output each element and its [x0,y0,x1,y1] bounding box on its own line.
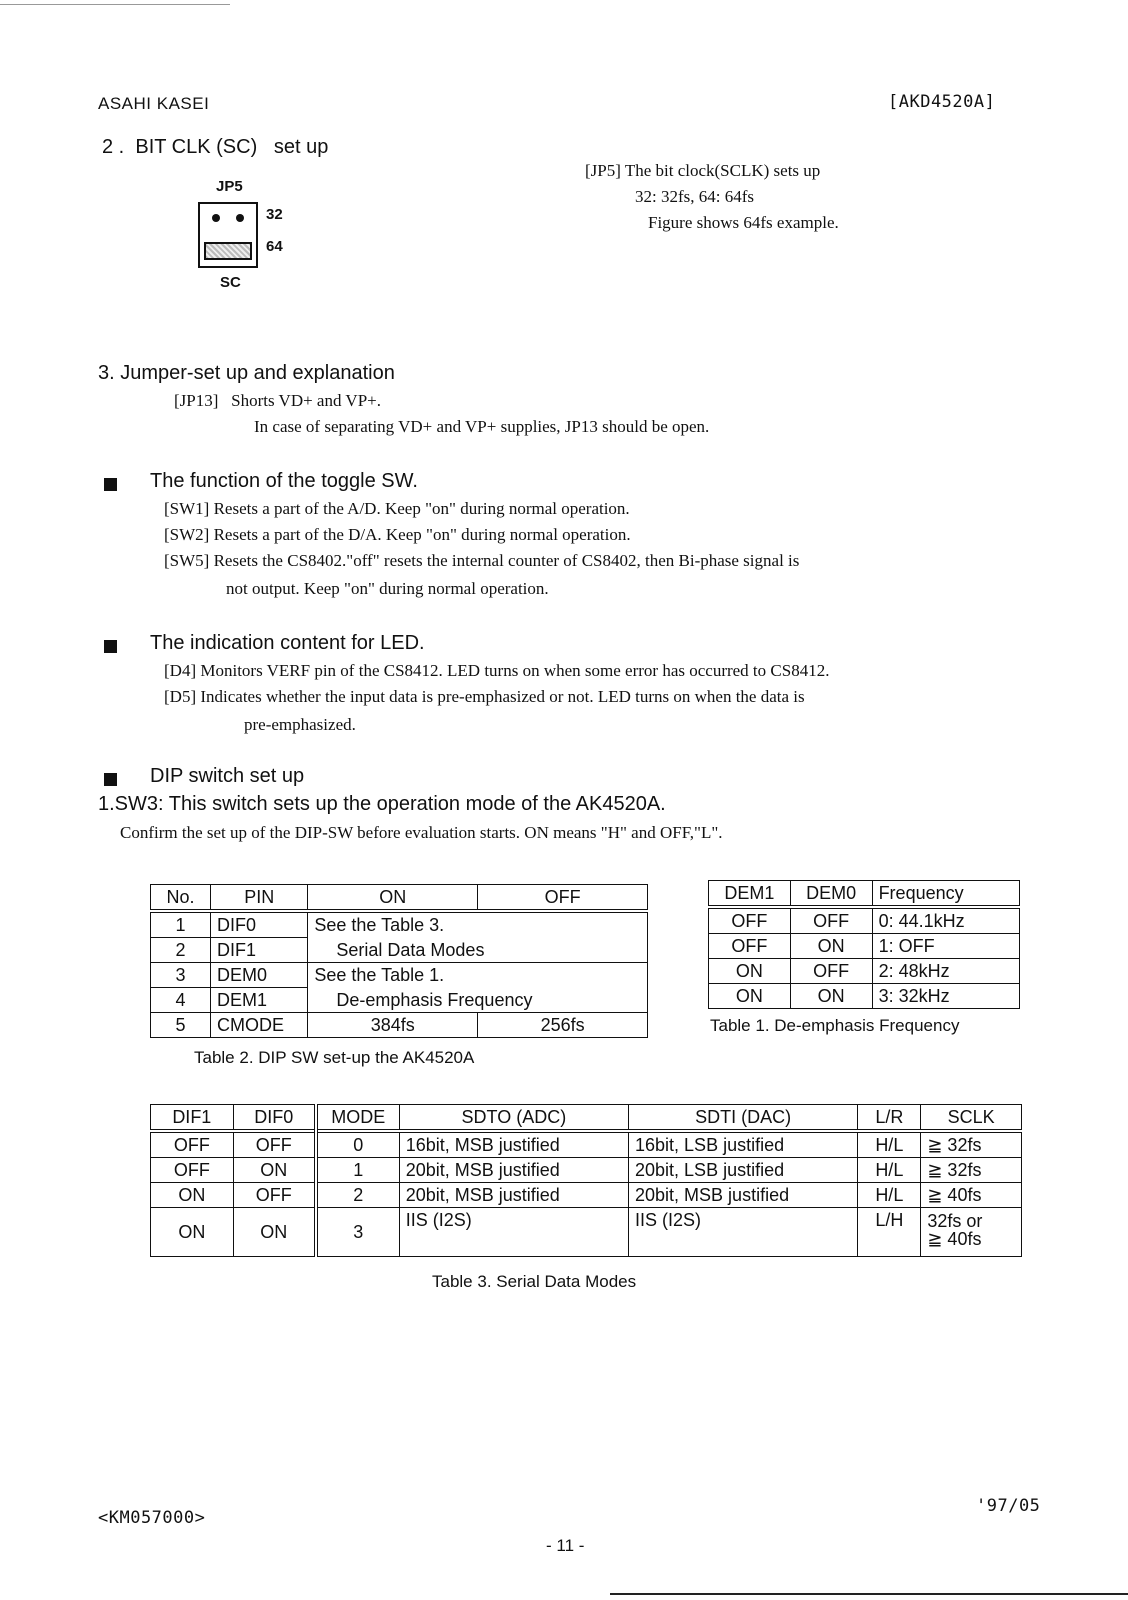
table-header-row [151,1105,1022,1132]
jp13-description: [JP13] Shorts VD+ and VP+. [174,391,381,410]
jp13-note: In case of separating VD+ and VP+ supplies, JP13 should be open. [254,417,710,436]
table-cell: L/H [858,1208,921,1257]
table-cell: See the Table 1. [308,963,648,988]
table-cell: ON [790,934,872,959]
table-cell: 3: 32kHz [872,984,1019,1009]
table-cell: De-emphasis Frequency [308,988,648,1013]
table-cell: 1 [151,911,211,938]
jumper-pin [236,214,244,222]
jumper-figure [196,178,316,298]
table-cell: 20bit, MSB justified [399,1158,628,1183]
table-cell: DEM0 [211,963,308,988]
top-rule [0,4,230,5]
table-cell: Serial Data Modes [308,938,648,963]
column-header: SCLK [921,1105,1022,1132]
table-row [709,959,1020,984]
table-cell: DIF1 [211,938,308,963]
table-cell [921,1208,1022,1257]
column-header: ON [308,885,478,912]
document-id: [AKD4520A] [888,92,996,112]
table-cell: 20bit, LSB justified [629,1158,858,1183]
table-cell: See the Table 3. [308,911,648,938]
section-3-title: 3. Jumper-set up and explanation [98,362,395,384]
table-cell: 16bit, MSB justified [399,1131,628,1158]
table-row [151,911,648,938]
column-header: SDTI (DAC) [629,1105,858,1132]
table-cell: OFF [790,959,872,984]
table-row [709,934,1020,959]
table-cell: 384fs [308,1013,478,1038]
toggle-line: not output. Keep "on" during normal operation. [226,579,549,598]
table-cell: 16bit, LSB justified [629,1131,858,1158]
table-cell: 3 [151,963,211,988]
dip-subtitle: 1.SW3: This switch sets up the operation mode of the AK4520A. [98,793,666,815]
section-2-title: 2 . BIT CLK (SC) set up [102,136,329,158]
table-cell: 20bit, MSB justified [399,1183,628,1208]
column-header: DEM1 [709,881,791,908]
led-section-title: The indication content for LED. [150,632,425,654]
table-cell: 1 [316,1158,399,1183]
table-cell: H/L [858,1183,921,1208]
dip-section-title: DIP switch set up [150,765,305,787]
toggle-section-title: The function of the toggle SW. [150,470,418,492]
table-row [151,1183,1022,1208]
table-cell: IIS (I2S) [399,1208,628,1257]
jp5-description-line: 32: 32fs, 64: 64fs [635,187,754,206]
jumper-shunt [204,242,252,260]
table-cell: ≧ 40fs [921,1183,1022,1208]
table-cell: H/L [858,1131,921,1158]
column-header: Frequency [872,881,1019,908]
bottom-rule [610,1593,1128,1595]
table-cell: OFF [709,907,791,934]
jumper-caption: SC [220,274,241,291]
column-header: PIN [211,885,308,912]
table-cell: ON [151,1208,234,1257]
de-emphasis-table [708,880,1020,1009]
serial-data-modes-table [150,1104,1022,1257]
toggle-line: [SW1] Resets a part of the A/D. Keep "on" during normal operation. [164,499,630,518]
footer-code: <KM057000> [98,1508,206,1528]
table-cell: CMODE [211,1013,308,1038]
table-cell: ≧ 32fs [921,1158,1022,1183]
table-cell: 1: OFF [872,934,1019,959]
column-header: DIF0 [233,1105,316,1132]
table-cell: OFF [233,1131,316,1158]
jumper-pin [212,214,220,222]
table-header-row [709,881,1020,908]
column-header: DEM0 [790,881,872,908]
table-cell: IIS (I2S) [629,1208,858,1257]
table-1-caption: Table 1. De-emphasis Frequency [710,1016,960,1035]
led-line: pre-emphasized. [244,715,356,734]
table-cell: ON [233,1158,316,1183]
table-row [151,963,648,988]
bullet-icon [104,640,117,653]
toggle-line: [SW5] Resets the CS8402."off" resets the internal counter of CS8402, then Bi-phase signal is [164,551,800,570]
table-cell: 4 [151,988,211,1013]
column-header: SDTO (ADC) [399,1105,628,1132]
footer-date: '97/05 [976,1496,1041,1516]
table-cell: OFF [151,1131,234,1158]
table-cell: 0: 44.1kHz [872,907,1019,934]
table-cell: OFF [151,1158,234,1183]
table-cell: ON [233,1208,316,1257]
bullet-icon [104,773,117,786]
table-cell: ≧ 32fs [921,1131,1022,1158]
table-cell: ON [709,959,791,984]
table-cell: OFF [790,907,872,934]
jumper-position-64: 64 [266,238,283,255]
page-number: - 11 - [546,1536,585,1555]
table-cell: 2: 48kHz [872,959,1019,984]
table-cell: 3 [316,1208,399,1257]
jp5-description-line: Figure shows 64fs example. [648,213,839,232]
table-cell: 2 [151,938,211,963]
table-row [151,1013,648,1038]
column-header: MODE [316,1105,399,1132]
table-row [151,1208,1022,1257]
table-header-row [151,885,648,912]
table-cell: OFF [709,934,791,959]
bullet-icon [104,478,117,491]
table-cell: 2 [316,1183,399,1208]
jumper-header [198,202,258,268]
dip-note: Confirm the set up of the DIP-SW before evaluation starts. ON means "H" and OFF,"L". [120,823,723,842]
table-row [709,984,1020,1009]
table-row [151,938,648,963]
jumper-position-32: 32 [266,206,283,223]
table-row [709,907,1020,934]
table-cell: OFF [233,1183,316,1208]
led-line: [D5] Indicates whether the input data is pre-emphasized or not. LED turns on when the data is [164,687,805,706]
table-cell: DIF0 [211,911,308,938]
led-line: [D4] Monitors VERF pin of the CS8412. LED turns on when some error has occurred to CS8412. [164,661,830,680]
table-cell: ON [709,984,791,1009]
sclk-line: 32fs or [927,1211,983,1231]
table-2-caption: Table 2. DIP SW set-up the AK4520A [194,1048,475,1067]
column-header: L/R [858,1105,921,1132]
table-cell: 0 [316,1131,399,1158]
table-cell: ON [151,1183,234,1208]
table-cell: ON [790,984,872,1009]
column-header: DIF1 [151,1105,234,1132]
table-row [151,1131,1022,1158]
dip-switch-table [150,884,648,1038]
table-row [151,1158,1022,1183]
toggle-line: [SW2] Resets a part of the D/A. Keep "on" during normal operation. [164,525,631,544]
sclk-line: ≧ 40fs [927,1229,982,1249]
table-cell: 20bit, MSB justified [629,1183,858,1208]
column-header: OFF [478,885,648,912]
table-3-caption: Table 3. Serial Data Modes [432,1272,637,1291]
table-cell: 5 [151,1013,211,1038]
company-name: ASAHI KASEI [98,94,210,113]
jp5-description-line: [JP5] The bit clock(SCLK) sets up [585,161,821,180]
jumper-label: JP5 [216,178,243,195]
table-row [151,988,648,1013]
table-cell: H/L [858,1158,921,1183]
column-header: No. [151,885,211,912]
table-cell: DEM1 [211,988,308,1013]
table-cell: 256fs [478,1013,648,1038]
